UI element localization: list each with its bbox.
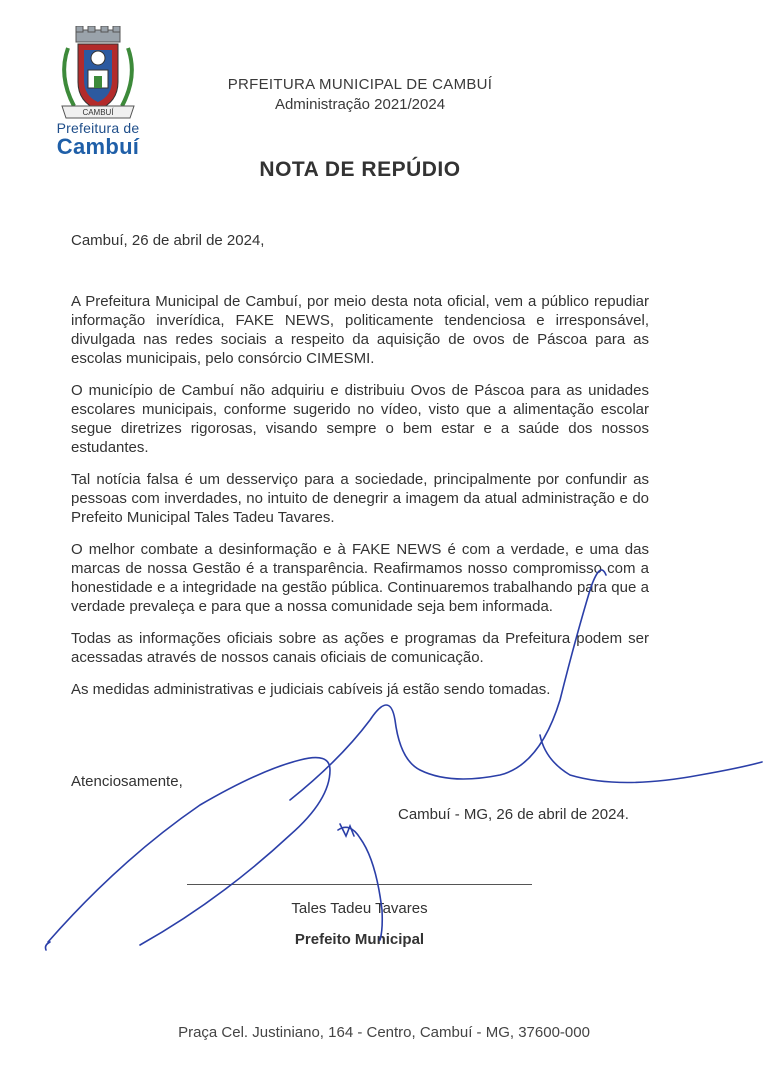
municipal-logo <box>48 26 148 166</box>
signing-date: Cambuí - MG, 26 de abril de 2024. <box>398 806 629 823</box>
logo-city-name: Cambuí <box>56 134 140 159</box>
footer-address: Praça Cel. Justiniano, 164 - Centro, Cambuí - MG, 37600-000 <box>178 1024 590 1041</box>
document-title: NOTA DE REPÚDIO <box>259 158 461 181</box>
paragraph: O melhor combate a desinformação e à FAKE NEWS é com a verdade, e uma das marcas de nossa Gestão é a transparência. Reafirmamos nosso compromisso com a honestidade e a integridade na gestão pública. Continuaremos trabalhando para que a verdade prevaleça e para que a nossa comunidade seja bem informada. <box>71 541 649 615</box>
paragraph: A Prefeitura Municipal de Cambuí, por meio desta nota oficial, vem a público repudiar informação inverídica, FAKE NEWS, politicamente tendenciosa e irresponsável, divulgada nas redes sociais a respeito da aquisição de ovos de Páscoa para as escolas municipais, pelo consórcio CIMESMI. <box>71 293 649 367</box>
signer-role: Prefeito Municipal <box>294 931 425 948</box>
opening-date: Cambuí, 26 de abril de 2024, <box>71 232 265 249</box>
paragraph: O município de Cambuí não adquiriu e distribuiu Ovos de Páscoa para as unidades escolares municipais, conforme sugerido no vídeo, visto que a alimentação escolar segue diretrizes rigorosas, visando sempre o bem estar e a saúde dos nossos estudantes. <box>71 382 649 456</box>
signer-name: Tales Tadeu Tavares <box>291 900 428 917</box>
header-institution: PRFEITURA MUNICIPAL DE CAMBUÍ <box>227 76 493 93</box>
document-body <box>71 292 649 712</box>
signature-line <box>187 884 532 885</box>
header-administration: Administração 2021/2024 <box>274 96 446 113</box>
coat-of-arms-icon <box>54 26 142 124</box>
logo-subtitle: Prefeitura de <box>56 120 140 136</box>
paragraph: As medidas administrativas e judiciais cabíveis já estão sendo tomadas. <box>71 681 551 698</box>
paragraph: Tal notícia falsa é um desserviço para a sociedade, principalmente por confundir as pessoas com inverdades, no intuito de denegrir a imagem da atual administração e do Prefeito Municipal Tales Tadeu Tavares. <box>71 471 649 526</box>
paragraph: Todas as informações oficiais sobre as ações e programas da Prefeitura podem ser acessadas através de nossos canais oficiais de comunicação. <box>71 630 649 666</box>
logo-banner-text: CAMBUÍ <box>82 108 114 117</box>
closing-salutation: Atenciosamente, <box>71 773 183 790</box>
